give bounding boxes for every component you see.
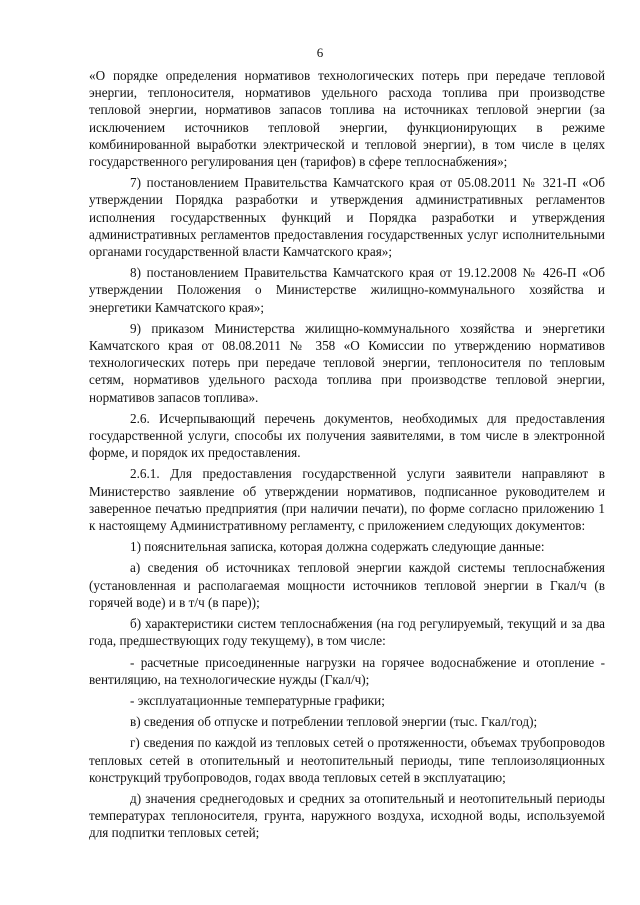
page-number: 6 bbox=[316, 45, 324, 60]
paragraph-section-2-6: 2.6. Исчерпывающий перечень документов, необходимых для предоставления государственной услуги, способы их получения заявителями, в том числе в электронной форме, и порядок их предоставления. bbox=[89, 410, 605, 461]
paragraph-item-7: 7) постановлением Правительства Камчатского края от 05.08.2011 № 321-П «Об утверждении Порядка разработки и утверждения административных регламентов исполнения государственных функций и Порядка разработки и утверждения административных регламентов предоставления государственных услуг исполнительными органами государственной власти Камчатского края»; bbox=[89, 175, 605, 260]
paragraph-list-d: д) значения среднегодовых и средних за отопительный и неотопительный периоды температурах теплоносителя, грунта, наружного воздуха, исходной воды, используемой для подпитки тепловых сетей; bbox=[89, 790, 605, 841]
paragraph-section-2-6-1: 2.6.1. Для предоставления государственной услуги заявители направляют в Министерство заявление об утверждении нормативов, подписанное руководителем и заверенное печатью предприятия (при наличии печати), по форме согласно приложению 1 к настоящему Административному регламенту, с приложением следующих документов: bbox=[89, 466, 605, 534]
document-body bbox=[89, 67, 605, 842]
paragraph-list-b-dash-1: - расчетные присоединенные нагрузки на горячее водоснабжение и отопление - вентиляцию, на технологические нужды (Гкал/ч); bbox=[89, 654, 605, 687]
paragraph-list-a: а) сведения об источниках тепловой энергии каждой системы теплоснабжения (установленная и располагаемая мощности источников тепловой энергии в Гкал/ч (в горячей воде) и в т/ч (в паре)); bbox=[89, 560, 605, 610]
paragraph-list-b: б) характеристики систем теплоснабжения (на год регулируемый, текущий и за два года, предшествующих году текущему), в том числе: bbox=[89, 616, 605, 649]
paragraph-list-v: в) сведения об отпуске и потреблении тепловой энергии (тыс. Гкал/год); bbox=[130, 714, 538, 730]
paragraph-list-b-dash-2: - эксплуатационные температурные графики; bbox=[130, 692, 385, 708]
paragraph-item-8: 8) постановлением Правительства Камчатского края от 19.12.2008 № 426-П «Об утверждении Положения о Министерстве жилищно-коммунального хозяйства и энергетики Камчатского края»; bbox=[89, 265, 605, 315]
paragraph-item-9: 9) приказом Министерства жилищно-коммунального хозяйства и энергетики Камчатского края от 08.08.2011 № 358 «О Комиссии по утверждению нормативов технологических потерь при передаче тепловой энергии, теплоносителя по тепловым сетям, нормативов удельного расхода топлива при производстве тепловой энергии, нормативов запасов топлива». bbox=[89, 320, 605, 405]
paragraph-continuation: «О порядке определения нормативов технологических потерь при передаче тепловой энергии, теплоносителя, нормативов удельного расхода топлива при производстве тепловой энергии, нормативов запасов топлива на источниках тепловой энергии (за исключением источников тепловой энергии, функционирующих в режиме комбинированной выработки электрической и тепловой энергии), в том числе в целях государственного регулирования цен (тарифов) в сфере теплоснабжения»; bbox=[89, 68, 605, 170]
paragraph-list-g: г) сведения по каждой из тепловых сетей о протяженности, объемах трубопроводов тепловых сетей в отопительный и неотопительный периоды, типе теплоизоляционных конструкций трубопроводов, годах ввода тепловых сетей в эксплуатацию; bbox=[89, 735, 605, 785]
paragraph-list-1: 1) пояснительная записка, которая должна содержать следующие данные: bbox=[130, 539, 545, 555]
